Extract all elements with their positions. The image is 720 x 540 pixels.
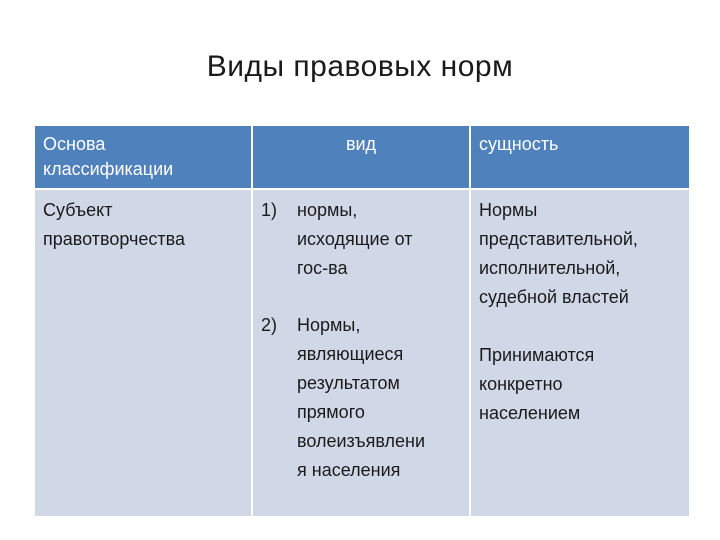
header-basis-line-1: Основа [43, 134, 106, 154]
essence-line: Принимаются [479, 345, 595, 365]
list-item-number: 2) [261, 315, 278, 335]
list-item-line: результатом [297, 373, 400, 393]
list-item-line: гос-ва [297, 258, 348, 278]
header-kind-label: вид [345, 134, 377, 154]
header-basis-cell [35, 126, 251, 188]
row-basis-line-1: Субъект [43, 200, 113, 220]
classification-table [35, 126, 685, 514]
list-item [261, 196, 461, 283]
list-item-line: являющиеся [297, 344, 404, 364]
essence-line: Нормы [479, 200, 538, 220]
list-item [261, 311, 461, 485]
list-item-line: я населения [297, 460, 401, 480]
row-basis-line-2: правотворчества [43, 229, 185, 249]
essence-line: конкретно [479, 374, 563, 394]
list-item-line: Нормы, [297, 315, 361, 335]
essence-line: судебной властей [479, 287, 629, 307]
list-item-line: прямого [297, 402, 365, 422]
essence-line: исполнительной, [479, 258, 621, 278]
essence-line: населением [479, 403, 581, 423]
essence-block-1 [479, 196, 681, 312]
header-essence-cell [471, 126, 689, 188]
list-item-line: волеизъявлени [297, 431, 426, 451]
row-basis-cell [35, 190, 251, 516]
slide-title: Виды правовых норм [206, 50, 514, 83]
essence-block-2 [479, 341, 681, 428]
list-item-number: 1) [261, 200, 278, 220]
list-item-line: нормы, [297, 200, 358, 220]
essence-line: представительной, [479, 229, 638, 249]
list-item-line: исходящие от [297, 229, 413, 249]
header-essence-label: сущность [479, 134, 559, 154]
row-kind-cell [253, 190, 469, 516]
header-basis-line-2: классификации [43, 159, 174, 179]
header-kind-cell [253, 126, 469, 188]
row-essence-cell [471, 190, 689, 516]
